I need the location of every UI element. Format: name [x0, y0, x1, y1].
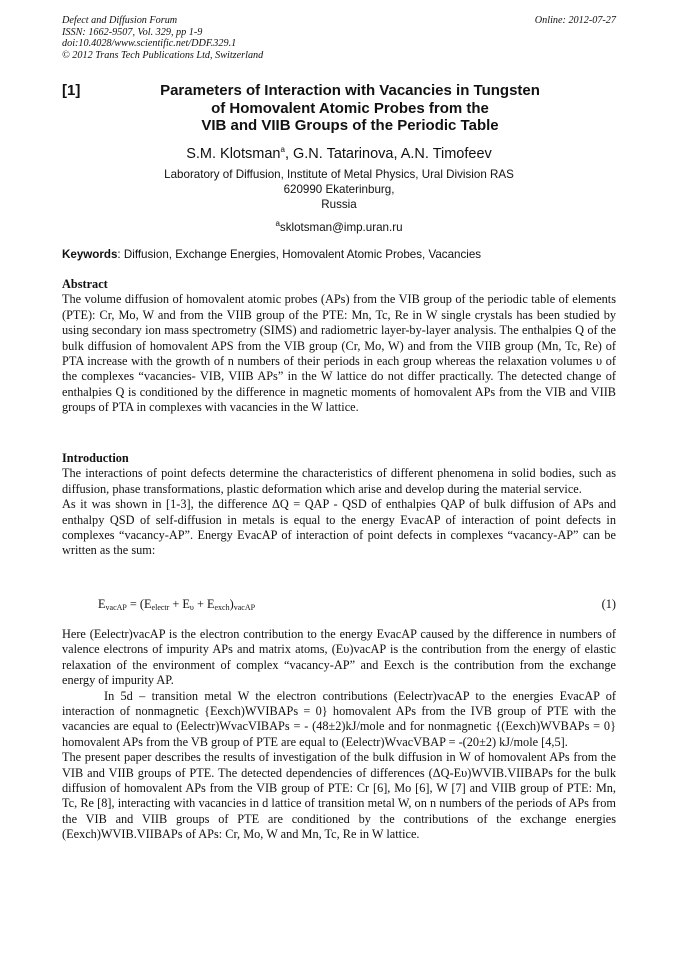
email-sup: a — [275, 219, 280, 228]
intro-paragraph: Here (Eelectr)vacAP is the electron contribution to the energy EvacAP caused by the difference in numbers of valence electrons of impurity APs and matrix atoms, (Eυ)vacAP is the contribution from the energy of elastic relaxation of the environment of complex “vacancy-AP” and Eexch is the contribution from the exchange energy of impurity AP. — [62, 627, 616, 688]
affiliation — [62, 167, 616, 212]
introduction-heading: Introduction — [62, 451, 129, 465]
issn-line: ISSN: 1662-9507, Vol. 329, pp 1-9 — [62, 26, 203, 38]
eq-part: ) — [229, 597, 234, 611]
keywords-text: : Diffusion, Exchange Energies, Homovalent Atomic Probes, Vacancies — [117, 248, 482, 261]
title-line: VIB and VIIB Groups of the Periodic Table — [201, 117, 499, 134]
affiliation-line: Russia — [321, 198, 357, 211]
email-address[interactable]: sklotsman@imp.uran.ru — [279, 220, 403, 234]
journal-name: Defect and Diffusion Forum — [62, 15, 178, 26]
eq-part: + E — [169, 597, 190, 611]
author-first: S.M. Klotsman — [186, 145, 281, 162]
abstract-text: The volume diffusion of homovalent atomic probes (APs) from the VIB group of the periodic table of elements (PTE): Cr, Mo, W and from the VIIB group of the PTE: Mn, Tc, Re in W single crystals has been studied by using secondary ion mass spectrometry (SIMS) and radiometric layer-by-layer analysis. The enthalpies Q of the bulk diffusion of homovalent APS from the VIB group (Cr, Mo, W) and from the VIIB group (Mn, Tc, Re) of PTA increase with the growth of n numbers of their periods in each group whereas the relaxation volumes υ of the complexes “vacancies- VIB, VIIB APs” in the W lattice do not differ practically. The detected change of enthalpies Q is conditioned by the difference in magnetic moments of homovalent APs from the VIB and VIIB groups of PTA in complexes with vacancies in the W lattice. — [62, 292, 616, 415]
intro-paragraph: The present paper describes the results of investigation of the bulk diffusion in W of homovalent APs from the VIB and VIIB groups of PTE. The detected dependencies of differences (ΔQ-Eυ)WVIB.VIIBAPs for the bulk diffusion of homovalent APs from the VIB group of PTE: Cr [6], Mo [6], W [7] and VIIB group of PTE: Mn, Tc, Re [8], interacting with vacancies in d lattice of transition metal W, on n numbers of the periods of APs from the VIB and VIIB groups of PTE are conditioned by the contributions of the exchange energies (Eexch)WVIB.VIIBAPs of APs: Cr, Mo, W and Mn, Tc, Re in W lattice. — [62, 750, 616, 842]
intro-paragraph: The interactions of point defects determine the characteristics of different phenomena in solid bodies, such as diffusion, phase transformations, plastic deformation which arise and develop during the material service. — [62, 466, 616, 496]
keywords-label: Keywords — [62, 248, 118, 261]
affiliation-line: 620990 Ekaterinburg, — [283, 183, 395, 196]
doi-line[interactable]: doi:10.4028/www.scientific.net/DDF.329.1 — [62, 38, 237, 50]
intro-paragraph: In 5d – transition metal W the electron contributions (Eelectr)vacAP to the energies EvacAP of interaction of nonmagnetic {Eexch)WVIBAPs = 0} homovalent APs from the IVB group of PTE with the vacancies are equal to (Eelectr)WvacVIBAPs = - (48±2)kJ/mole and for nonmagnetic {(Eexch)WVBAPs = 0} homovalent APs from the VB group of PTE are equal to (Eelectr)WvacVBAP = -(20±2) kJ/mole [4,5]. — [62, 688, 616, 749]
equation-number: (1) — [601, 597, 616, 611]
abstract-heading: Abstract — [62, 277, 108, 291]
introduction-section — [62, 451, 616, 559]
title-line: of Homovalent Atomic Probes from the — [211, 99, 489, 117]
keywords — [62, 248, 616, 261]
eq-sub: vacAP — [233, 603, 256, 612]
eq-sub: vacAP — [105, 603, 127, 612]
online-date: Online: 2012-07-27 — [534, 15, 616, 26]
eq-sub: υ — [189, 603, 194, 612]
eq-sub: electr — [151, 603, 170, 612]
authors — [62, 145, 616, 162]
journal-header — [62, 15, 263, 61]
copyright-line: © 2012 Trans Tech Publications Ltd, Switzerland — [62, 49, 264, 61]
author-rest: , G.N. Tatarinova, A.N. Timofeev — [284, 145, 492, 162]
email[interactable] — [62, 219, 616, 234]
affiliation-line: Laboratory of Diffusion, Institute of Metal Physics, Ural Division RAS — [164, 168, 514, 181]
reference-number: [1] — [62, 82, 81, 99]
eq-part: E — [98, 597, 106, 611]
abstract-section — [62, 277, 616, 416]
introduction-continued — [62, 627, 616, 843]
eq-part: + E — [193, 597, 215, 611]
eq-sub: exch — [214, 603, 230, 612]
author-first-sup: a — [280, 145, 285, 154]
paper-title — [110, 82, 590, 135]
equation-1 — [98, 597, 255, 612]
eq-part: = (E — [126, 597, 152, 611]
intro-paragraph: As it was shown in [1-3], the difference ΔQ = QAP - QSD of enthalpies QAP of bulk diffusion of APs and enthalpy QSD of self-diffusion in metals is equal to the energy EvacAP of interaction of point defects in complexes “vacancy-AP”. Energy EvacAP of interaction of point defects in complexes “vacancy-AP” can be written as the sum: — [62, 497, 616, 558]
title-line: Parameters of Interaction with Vacancies in Tungsten — [160, 82, 540, 99]
